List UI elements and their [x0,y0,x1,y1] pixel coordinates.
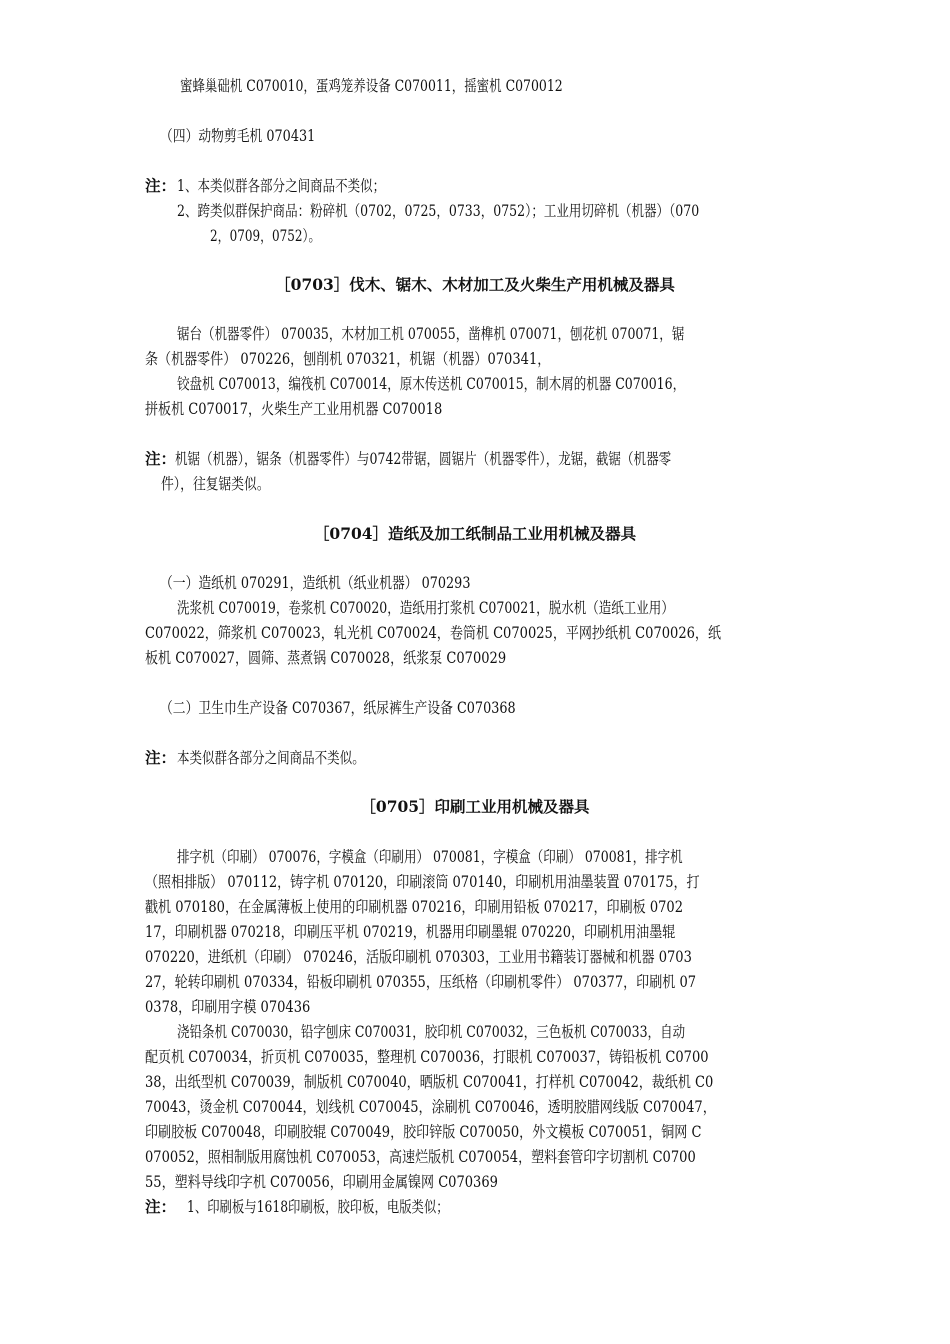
text-line: C070022，筛浆机 C070023，轧光机 C070024，卷筒机 C070025，平网抄纸机 C070026，纸 [145,624,722,642]
text-line: 锯台（机器零件） 070035，木材加工机 070055，凿榫机 070071，刨花机 070071，锯 [177,325,685,343]
note-text: 1、印刷板与1618印刷板，胶印板，电版类似； [187,1198,449,1216]
text-line: 配页机 C070034，折页机 C070035，整理机 C070036，打眼机 C070037，铸铅板机 C0700 [145,1048,709,1066]
class-heading-0704: ［0704］造纸及加工纸制品工业用机械及器具 [313,524,637,543]
text-line: 板机 C070027，圆筛、蒸煮锅 C070028，纸浆泵 C070029 [145,649,507,667]
note-label: 注： [145,1197,177,1216]
note-text: 1、本类似群各部分之间商品不类似； [177,177,386,195]
class-heading-0705: ［0705］印刷工业用机械及器具 [360,797,590,816]
text-line: （照相排版） 070112，铸字机 070120，印刷滚筒 070140，印刷机用油墨装置 070175，打 [145,873,700,891]
section-heading: （二）卫生巾生产设备 C070367，纸尿裤生产设备 C070368 [160,699,516,717]
text-line: 洗浆机 C070019，卷浆机 C070020，造纸用打浆机 C070021，脱水机（造纸工业用） [177,599,674,617]
note-text: 机锯（机器），锯条（机器零件）与0742带锯，圆锯片（机器零件），龙锯，截锯（机器零 [175,450,672,468]
text-line: 27，轮转印刷机 070334，铅板印刷机 070355，压纸格（印刷机零件） 070377，印刷机 07 [145,973,697,991]
text-line: 戳机 070180，在金属薄板上使用的印刷机器 070216，印刷用铅板 070217，印刷板 0702 [145,898,683,916]
note-text: 件），往复锯类似。 [161,475,270,493]
note-text: 本类似群各部分之间商品不类似。 [177,749,365,767]
note-text: 2、跨类似群保护商品：粉碎机（0702，0725，0733，0752）；工业用切碎机（机器）（070 [177,202,700,220]
text-line: 浇铅条机 C070030，铅字刨床 C070031，胶印机 C070032，三色板机 C070033，自动 [177,1023,686,1041]
text-line: 070220，进纸机（印刷） 070246，活版印刷机 070303，工业用书籍装订器械和机器 0703 [145,948,692,966]
text-line: 17，印刷机器 070218，印刷压平机 070219，机器用印刷墨辊 070220，印刷机用油墨辊 [145,923,676,941]
text-line: 铰盘机 C070013，编筏机 C070014，原木传送机 C070015，制木屑的机器 C070016， [177,375,686,393]
text-line: 55，塑料导线印字机 C070056，印刷用金属镍网 C070369 [145,1173,498,1191]
note-label: 注： [145,176,177,195]
text-line: 0378，印刷用字模 070436 [145,998,311,1016]
text-line: 70043，烫金机 C070044，划线机 C070045，涂刷机 C070046，透明胶腊网线版 C070047， [145,1098,716,1116]
section-heading: （四）动物剪毛机 070431 [160,127,316,145]
class-heading-0703: ［0703］伐木、锯木、木材加工及火柴生产用机械及器具 [275,275,675,294]
note-text: 2，0709，0752）。 [210,227,321,245]
section-heading: （一）造纸机 070291，造纸机（纸业机器） 070293 [160,574,471,592]
text-line: 拼板机 C070017，火柴生产工业用机器 C070018 [145,400,443,418]
text-line: 印刷胶板 C070048，印刷胶辊 C070049，胶印锌版 C070050，外文模板 C070051，铜网 C [145,1123,702,1141]
text-line: 38，出纸型机 C070039，制版机 C070040，晒版机 C070041，打样机 C070042，裁纸机 C0 [145,1073,714,1091]
note-label: 注： [145,449,177,468]
text-line: 070052，照相制版用腐蚀机 C070053，高速烂版机 C070054，塑料套管印字切割机 C0700 [145,1148,696,1166]
text-line: 排字机（印刷） 070076，字模盒（印刷用） 070081，字模盒（印刷） 070081，排字机 [177,848,683,866]
text-line: 蜜蜂巢础机 C070010，蛋鸡笼养设备 C070011，摇蜜机 C070012 [180,77,563,95]
text-line: 条（机器零件） 070226，刨削机 070321，机锯（机器）070341， [145,350,551,368]
note-label: 注： [145,748,177,767]
